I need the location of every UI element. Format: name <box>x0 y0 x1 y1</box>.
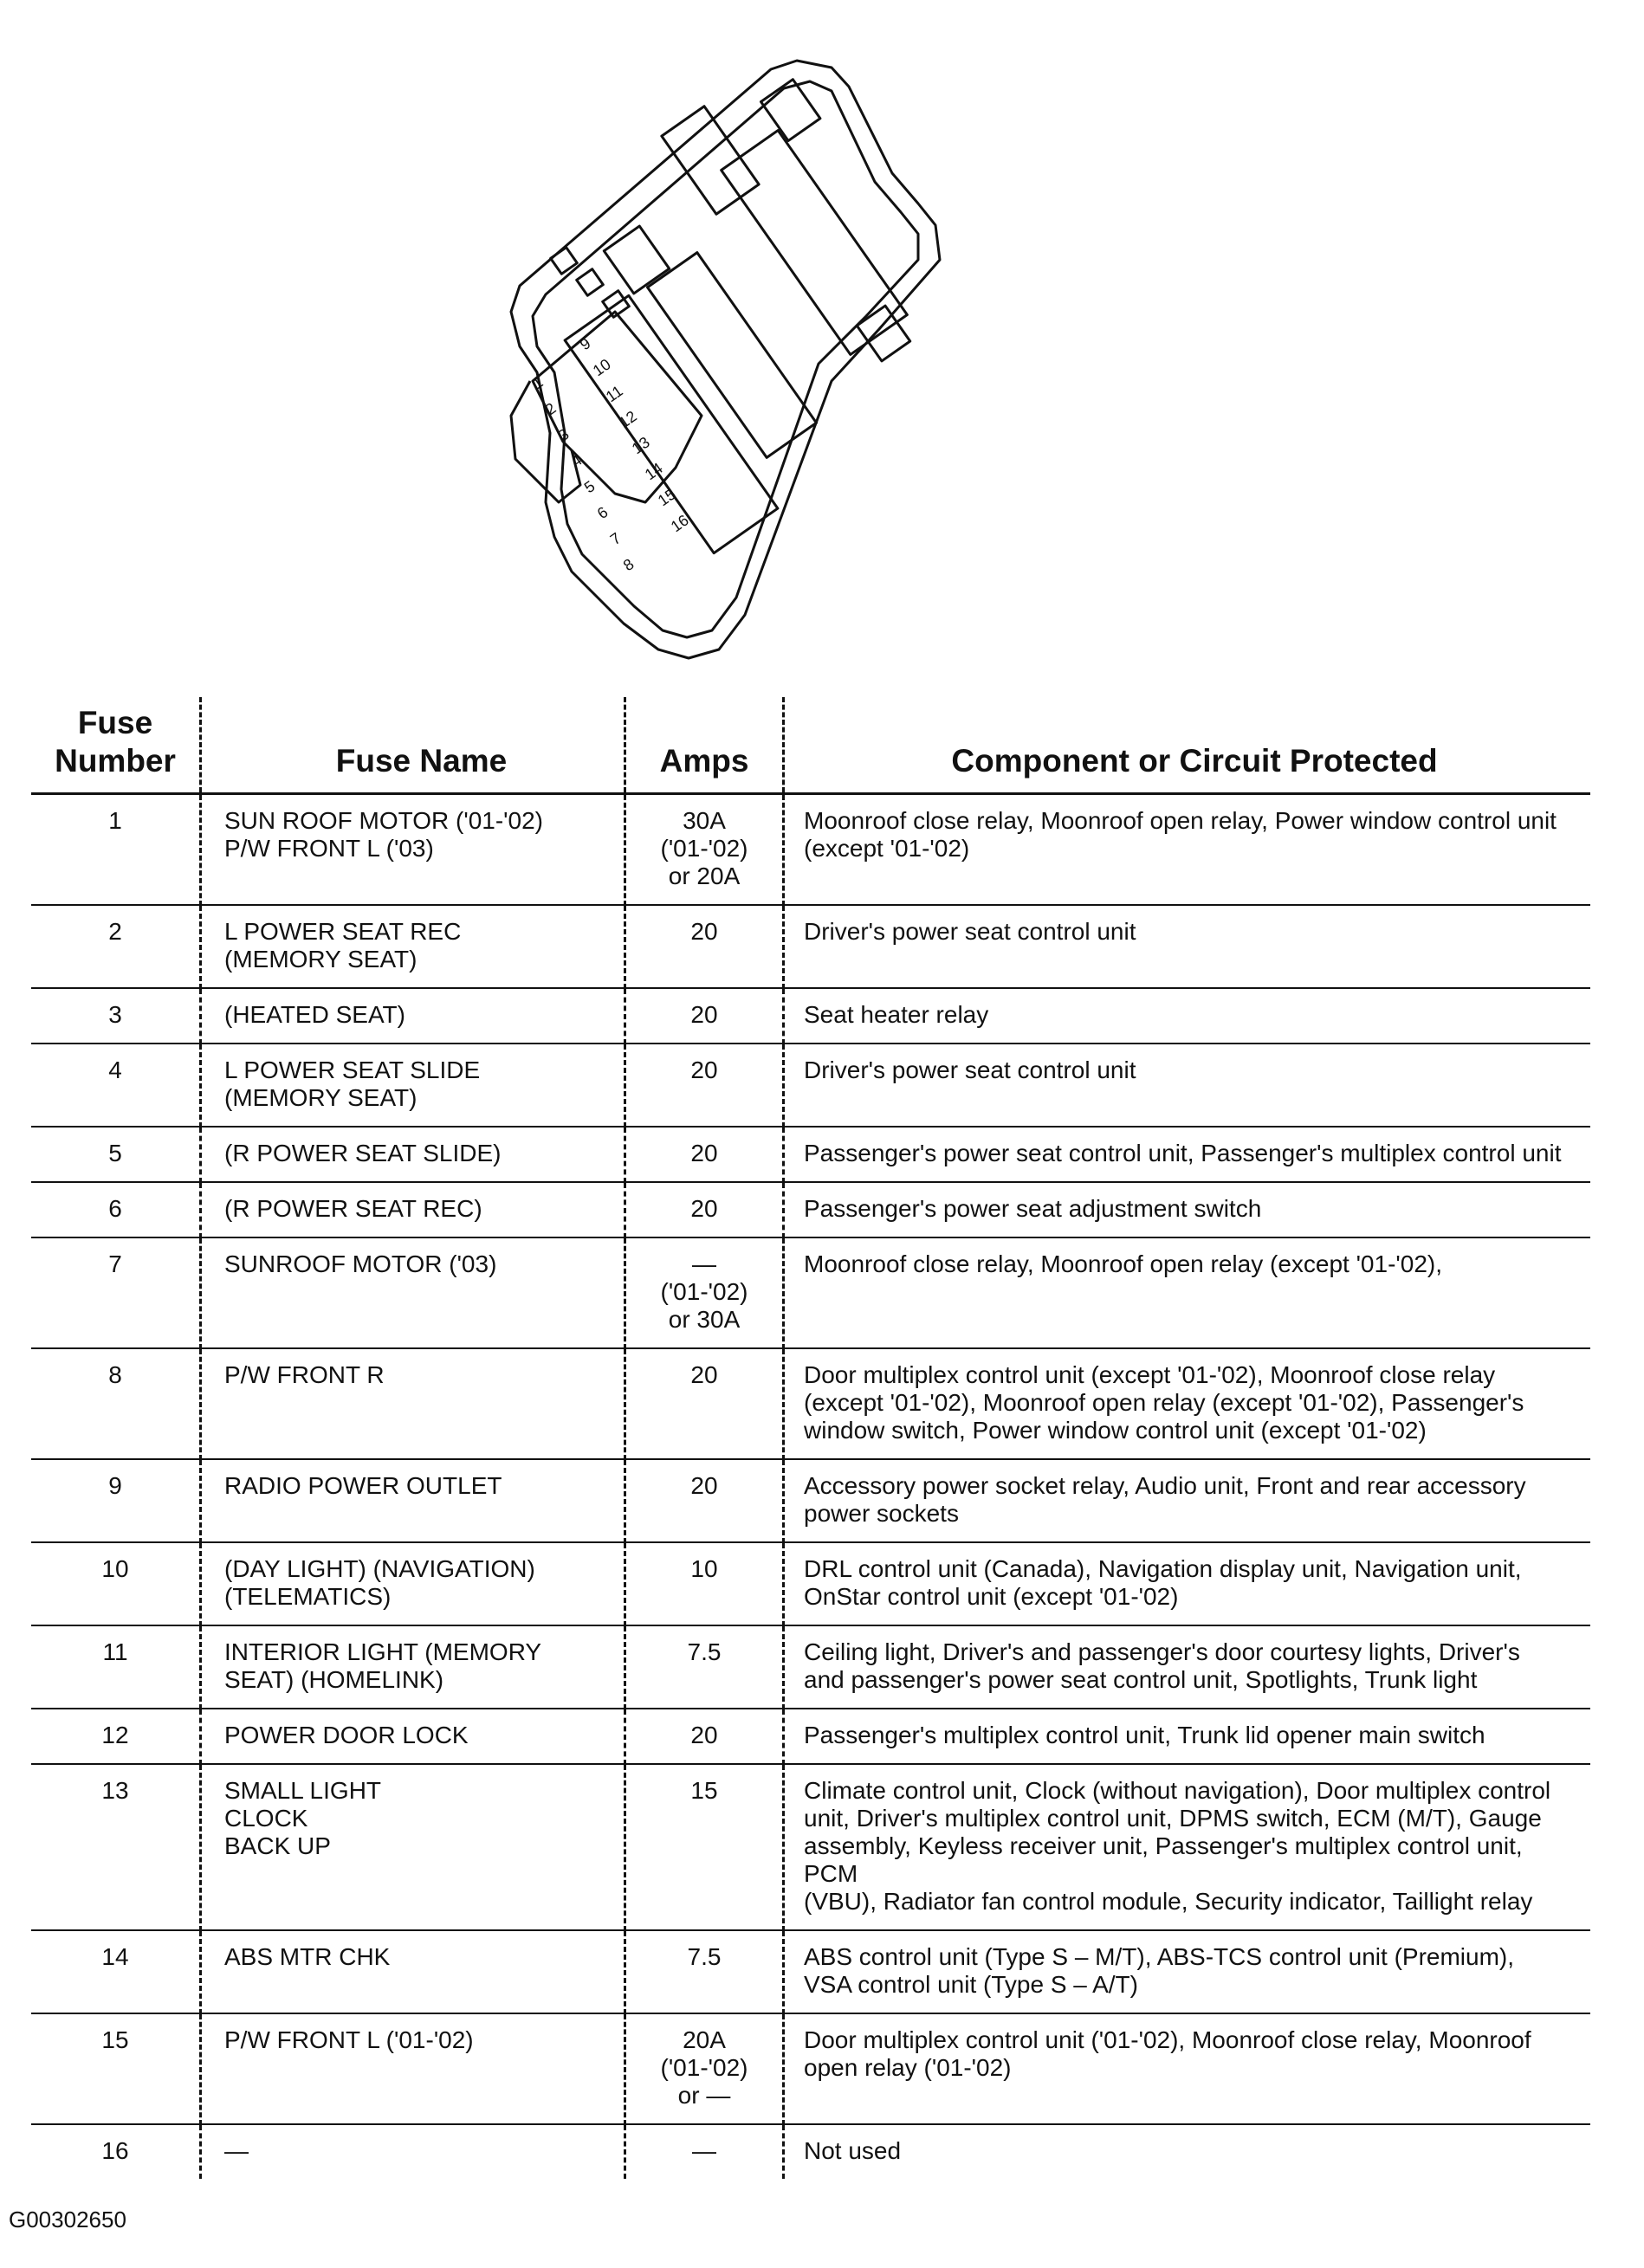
fuse-number-cell: 7 <box>108 1250 122 1277</box>
header-component: Component or Circuit Protected <box>784 697 1591 794</box>
component-cell: Climate control unit, Clock (without navigation), Door multiplex control unit, Driver's multiplex control unit, DPMS switch, ECM (M/T), Gauge assembly, Keyless receiver unit, Passenger's multiplex control unit, PCM (VBU), Radiator fan control module, Security indicator, Taillight relay <box>784 1764 1591 1930</box>
amps-cell: — ('01-'02) or 30A <box>625 1237 784 1348</box>
amps-cell: 20 <box>625 1459 784 1542</box>
table-row <box>31 1625 1590 1709</box>
fuse-box-outline <box>511 61 940 658</box>
component-cell: Seat heater relay <box>784 988 1591 1044</box>
table-row <box>31 1182 1590 1237</box>
table-row <box>31 1044 1590 1127</box>
amps-cell: 20A ('01-'02) or — <box>625 2013 784 2124</box>
table-row <box>31 905 1590 988</box>
table-row <box>31 1542 1590 1625</box>
table-row <box>31 1764 1590 1930</box>
fuse-number-cell: 13 <box>101 1777 129 1804</box>
amps-cell: 20 <box>625 988 784 1044</box>
component-cell: Passenger's power seat control unit, Passenger's multiplex control unit <box>784 1127 1591 1182</box>
component-cell: Driver's power seat control unit <box>784 905 1591 988</box>
fuse-name-cell: ABS MTR CHK <box>201 1930 625 2013</box>
fuse-number-cell: 5 <box>108 1140 122 1166</box>
fuse-slot-label: 16 <box>667 511 692 536</box>
fuse-slot-label: 11 <box>602 382 626 406</box>
fuse-name-cell: RADIO POWER OUTLET <box>201 1459 625 1542</box>
table-row <box>31 1930 1590 2013</box>
fuse-slot-label: 5 <box>580 477 599 497</box>
fuse-slot-label: 10 <box>589 355 614 380</box>
fuse-slot-label: 14 <box>641 459 666 484</box>
amps-cell: 20 <box>625 1127 784 1182</box>
fuse-slot-label: 15 <box>654 485 679 510</box>
fuse-number-cell: 10 <box>101 1555 129 1582</box>
fuse-name-cell: SUNROOF MOTOR ('03) <box>201 1237 625 1348</box>
amps-cell: 20 <box>625 1709 784 1764</box>
fuse-name-cell: (R POWER SEAT SLIDE) <box>201 1127 625 1182</box>
fuse-box-diagram <box>485 52 1143 675</box>
component-cell: Passenger's multiplex control unit, Trunk lid opener main switch <box>784 1709 1591 1764</box>
amps-cell: 7.5 <box>625 1625 784 1709</box>
amps-cell: 20 <box>625 1348 784 1459</box>
table-row <box>31 1127 1590 1182</box>
header-amps: Amps <box>625 697 784 794</box>
amps-cell: 30A ('01-'02) or 20A <box>625 794 784 906</box>
fuse-slot-label: 6 <box>593 503 612 523</box>
fuse-slot-label: 2 <box>541 399 560 419</box>
fuse-name-cell: SUN ROOF MOTOR ('01-'02) P/W FRONT L ('03) <box>201 794 625 906</box>
table-row <box>31 1348 1590 1459</box>
fuse-slot-label: 8 <box>619 555 638 575</box>
component-cell: Door multiplex control unit ('01-'02), Moonroof close relay, Moonroof open relay ('01-'02) <box>784 2013 1591 2124</box>
amps-cell: 10 <box>625 1542 784 1625</box>
fuse-name-cell: L POWER SEAT REC (MEMORY SEAT) <box>201 905 625 988</box>
fuse-number-cell: 11 <box>102 1638 128 1665</box>
fuse-name-cell: INTERIOR LIGHT (MEMORY SEAT) (HOMELINK) <box>201 1625 625 1709</box>
fuse-slot-label: 1 <box>528 373 547 393</box>
fuse-number-cell: 12 <box>101 1722 129 1748</box>
amps-cell: — <box>625 2124 784 2179</box>
table-row <box>31 2124 1590 2179</box>
header-fuse-name: Fuse Name <box>201 697 625 794</box>
header-fuse-number: Fuse Number <box>55 705 176 779</box>
fuse-name-cell: (DAY LIGHT) (NAVIGATION) (TELEMATICS) <box>201 1542 625 1625</box>
fuse-number-cell: 3 <box>108 1001 122 1028</box>
component-cell: DRL control unit (Canada), Navigation display unit, Navigation unit, OnStar control unit (except '01-'02) <box>784 1542 1591 1625</box>
fuse-number-cell: 14 <box>101 1943 129 1970</box>
table-row <box>31 1237 1590 1348</box>
component-cell: Door multiplex control unit (except '01-'02), Moonroof close relay (except '01-'02), Moonroof open relay (except '01-'02), Passenger's window switch, Power window control unit (except '01-'02) <box>784 1348 1591 1459</box>
fuse-number-cell: 2 <box>108 918 122 945</box>
fuse-name-cell: P/W FRONT R <box>201 1348 625 1459</box>
amps-cell: 20 <box>625 1044 784 1127</box>
table-body <box>31 794 1590 2180</box>
table-row <box>31 2013 1590 2124</box>
component-cell: Accessory power socket relay, Audio unit, Front and rear accessory power sockets <box>784 1459 1591 1542</box>
table-row <box>31 988 1590 1044</box>
fuse-number-cell: 15 <box>101 2026 129 2053</box>
component-cell: Passenger's power seat adjustment switch <box>784 1182 1591 1237</box>
fuse-name-cell: POWER DOOR LOCK <box>201 1709 625 1764</box>
table-row <box>31 1709 1590 1764</box>
fuse-number-cell: 6 <box>108 1195 122 1222</box>
component-cell: Ceiling light, Driver's and passenger's door courtesy lights, Driver's and passenger's power seat control unit, Spotlights, Trunk light <box>784 1625 1591 1709</box>
amps-cell: 20 <box>625 905 784 988</box>
component-cell: Driver's power seat control unit <box>784 1044 1591 1127</box>
component-cell: Not used <box>784 2124 1591 2179</box>
fuse-name-cell: SMALL LIGHT CLOCK BACK UP <box>201 1764 625 1930</box>
fuse-number-cell: 4 <box>108 1056 122 1083</box>
fuse-name-cell: — <box>201 2124 625 2179</box>
component-cell: Moonroof close relay, Moonroof open relay (except '01-'02), <box>784 1237 1591 1348</box>
fuse-name-cell: L POWER SEAT SLIDE (MEMORY SEAT) <box>201 1044 625 1127</box>
amps-cell: 7.5 <box>625 1930 784 2013</box>
table-row <box>31 1459 1590 1542</box>
fuse-slot-label: 9 <box>576 334 594 354</box>
fuse-slot-label: 7 <box>606 529 625 549</box>
figure-code: G00302650 <box>9 2207 126 2232</box>
fuse-number-cell: 9 <box>108 1472 122 1499</box>
component-cell: Moonroof close relay, Moonroof open relay, Power window control unit (except '01-'02) <box>784 794 1591 906</box>
amps-cell: 15 <box>625 1764 784 1930</box>
fuse-number-cell: 8 <box>108 1361 122 1388</box>
fuse-name-cell: P/W FRONT L ('01-'02) <box>201 2013 625 2124</box>
fuse-slot-label: 3 <box>554 425 573 445</box>
fuse-number-cell: 16 <box>101 2137 129 2164</box>
table-header-row <box>31 697 1590 794</box>
component-cell: ABS control unit (Type S – M/T), ABS-TCS control unit (Premium), VSA control unit (Type S – A/T) <box>784 1930 1591 2013</box>
amps-cell: 20 <box>625 1182 784 1237</box>
fuse-slot-label: 13 <box>628 433 653 458</box>
fuse-name-cell: (HEATED SEAT) <box>201 988 625 1044</box>
fuse-number-cell: 1 <box>108 807 122 834</box>
fuse-name-cell: (R POWER SEAT REC) <box>201 1182 625 1237</box>
fuse-slot-label: 12 <box>615 407 640 432</box>
fuse-slot-label: 4 <box>567 451 586 471</box>
fuse-table <box>31 697 1590 2179</box>
table-row <box>31 794 1590 906</box>
